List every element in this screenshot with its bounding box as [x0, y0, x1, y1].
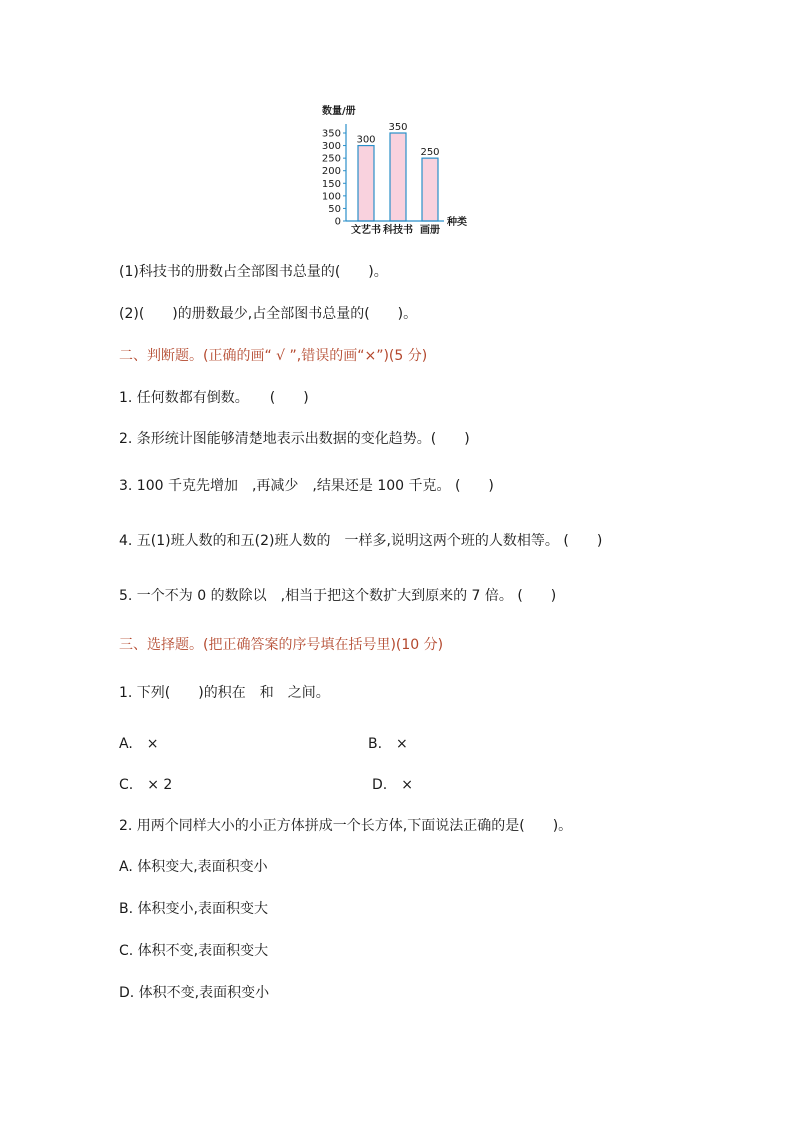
choice-q1-option-d: D. ×: [372, 777, 413, 793]
bar-0: [358, 146, 374, 221]
y-tick-label: 50: [328, 203, 341, 215]
bar-2: [422, 158, 438, 221]
y-tick-label: 250: [321, 153, 341, 165]
data-label-1: 350: [388, 122, 408, 133]
choice-q1-option-c: C. × 2: [119, 777, 173, 793]
choice-q1-option-a: A. ×: [119, 736, 159, 752]
judge-item-5: 5. 一个不为 0 的数除以 ,相当于把这个数扩大到原来的 7 倍。 ( ): [119, 588, 557, 604]
choice-q2-option-d: D. 体积不变,表面积变小: [119, 985, 270, 1001]
choice-q2-stem: 2. 用两个同样大小的小正方体拼成一个长方体,下面说法正确的是( )。: [119, 818, 573, 834]
y-tick-label: 200: [321, 166, 341, 178]
y-ticks: [322, 129, 346, 228]
y-tick-label: 0: [334, 216, 341, 228]
category-labels: [351, 223, 440, 236]
category-label-0: 文艺书: [351, 225, 381, 236]
choice-q2-option-a: A. 体积变大,表面积变小: [119, 859, 268, 875]
y-tick-label: 150: [321, 178, 341, 190]
bar-chart: [316, 96, 486, 236]
section-2-heading: 二、判断题。(正确的画“ √ ”,错误的画“×”)(5 分): [119, 348, 428, 364]
y-axis-label: 数量/册: [322, 106, 356, 117]
judge-item-1: 1. 任何数都有倒数。 ( ): [119, 390, 309, 406]
y-tick-label: 350: [321, 128, 341, 140]
bar-1: [390, 133, 406, 221]
choice-q1-stem: 1. 下列( )的积在 和 之间。: [119, 685, 330, 701]
data-label-0: 300: [356, 134, 376, 146]
question-2: (2)( )的册数最少,占全部图书总量的( )。: [119, 306, 418, 322]
y-tick-label: 300: [321, 141, 341, 153]
choice-q2-option-b: B. 体积变小,表面积变大: [119, 901, 268, 917]
judge-item-2: 2. 条形统计图能够清楚地表示出数据的变化趋势。( ): [119, 431, 470, 447]
judge-item-3: 3. 100 千克先增加 ,再减少 ,结果还是 100 千克。 ( ): [119, 478, 494, 494]
data-label-2: 250: [420, 147, 440, 159]
choice-q2-option-c: C. 体积不变,表面积变大: [119, 943, 269, 959]
choice-q1-option-b: B. ×: [368, 736, 408, 752]
category-label-1: 科技书: [383, 225, 413, 236]
question-1: (1)科技书的册数占全部图书总量的( )。: [119, 264, 388, 280]
category-label-2: 画册: [420, 225, 440, 236]
x-axis-label: 种类: [447, 217, 467, 228]
y-tick-label: 100: [321, 191, 341, 203]
section-3-heading: 三、选择题。(把正确答案的序号填在括号里)(10 分): [119, 637, 444, 653]
judge-item-4: 4. 五(1)班人数的和五(2)班人数的 一样多,说明这两个班的人数相等。 ( ): [119, 533, 603, 549]
